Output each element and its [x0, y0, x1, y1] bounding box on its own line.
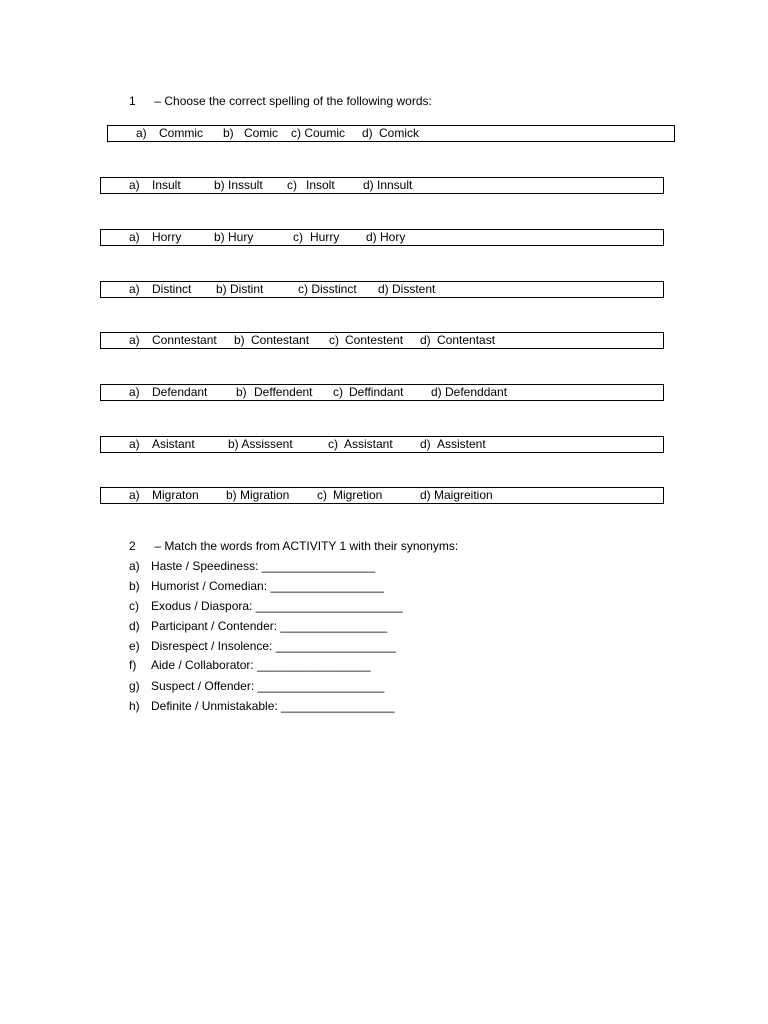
row4-a-word: Distinct — [152, 282, 192, 296]
row4-c-option: c) Disstinct — [298, 282, 357, 296]
match-letter: e) — [129, 639, 140, 653]
row6-b-letter: b) — [236, 385, 247, 399]
row8-b-option: b) Migration — [226, 488, 290, 502]
match-letter: b) — [129, 579, 140, 593]
match-text: Definite / Unmistakable: _________________ — [151, 699, 395, 713]
spelling-row-7 — [100, 436, 664, 453]
spelling-row-2 — [100, 177, 664, 194]
match-text: Participant / Contender: ________________ — [151, 619, 388, 633]
match-text: Exodus / Diaspora: ______________________ — [151, 599, 403, 613]
row7-c-letter: c) — [328, 437, 338, 451]
row5-a-word: Conntestant — [152, 333, 217, 347]
row6-a-letter: a) — [129, 385, 140, 399]
match-item-b — [129, 579, 384, 593]
activity1-heading — [129, 94, 432, 108]
activity2-number: 2 — [129, 539, 136, 553]
match-letter: h) — [129, 699, 140, 713]
row5-d-word: Contentast — [437, 333, 496, 347]
spelling-row-3 — [100, 229, 664, 246]
row5-a-letter: a) — [129, 333, 140, 347]
spelling-row-8 — [100, 487, 664, 504]
row4-d-option: d) Disstent — [378, 282, 436, 296]
match-text: Haste / Speediness: _________________ — [151, 559, 376, 573]
match-letter: g) — [129, 679, 140, 693]
match-text: Aide / Collaborator: _________________ — [151, 658, 371, 672]
row5-c-letter: c) — [329, 333, 339, 347]
row5-c-word: Contestent — [345, 333, 404, 347]
row6-c-word: Deffindant — [349, 385, 404, 399]
row1-d-letter: d) — [362, 126, 373, 140]
row7-d-word: Assistent — [437, 437, 486, 451]
row7-a-letter: a) — [129, 437, 140, 451]
spelling-row-6 — [100, 384, 664, 401]
row2-c-word: Insolt — [306, 178, 335, 192]
row5-d-letter: d) — [420, 333, 431, 347]
match-item-g — [129, 679, 384, 693]
match-item-e — [129, 639, 396, 653]
row1-c-option: c) Coumic — [291, 126, 346, 140]
activity2-heading — [129, 539, 458, 553]
row1-a-word: Commic — [159, 126, 203, 140]
row4-a-letter: a) — [129, 282, 140, 296]
row2-a-word: Insult — [152, 178, 181, 192]
row2-c-letter: c) — [287, 178, 297, 192]
match-item-f — [129, 658, 371, 672]
row3-b-option: b) Hury — [214, 230, 254, 244]
match-text: Suspect / Offender: ___________________ — [151, 679, 385, 693]
row6-c-letter: c) — [333, 385, 343, 399]
match-letter: d) — [129, 619, 140, 633]
row2-d-option: d) Innsult — [363, 178, 413, 192]
spelling-row-4 — [100, 281, 664, 298]
match-item-h — [129, 699, 395, 713]
row5-b-letter: b) — [234, 333, 245, 347]
match-letter: f) — [129, 658, 137, 672]
activity2-instruction: – Match the words from ACTIVITY 1 with their synonyms: — [154, 539, 459, 553]
row3-a-letter: a) — [129, 230, 140, 244]
row6-a-word: Defendant — [152, 385, 208, 399]
spelling-row-1 — [107, 125, 675, 142]
row7-a-word: Asistant — [152, 437, 195, 451]
match-text: Disrespect / Insolence: __________________ — [151, 639, 396, 653]
match-letter: c) — [129, 599, 139, 613]
row4-b-option: b) Distint — [216, 282, 264, 296]
row3-d-option: d) Hory — [366, 230, 406, 244]
spelling-row-5 — [100, 332, 664, 349]
row3-c-word: Hurry — [310, 230, 340, 244]
match-item-c — [129, 599, 403, 613]
activity1-instruction: – Choose the correct spelling of the following words: — [154, 94, 432, 108]
row7-d-letter: d) — [420, 437, 431, 451]
row8-d-option: d) Maigreition — [420, 488, 493, 502]
match-item-d — [129, 619, 387, 633]
row1-b-word: Comic — [244, 126, 279, 140]
row8-c-word: Migretion — [333, 488, 383, 502]
row6-d-option: d) Defenddant — [431, 385, 508, 399]
row2-a-letter: a) — [129, 178, 140, 192]
row1-a-letter: a) — [136, 126, 147, 140]
row3-a-word: Horry — [152, 230, 182, 244]
row8-a-word: Migraton — [152, 488, 199, 502]
row1-b-letter: b) — [223, 126, 234, 140]
row8-a-letter: a) — [129, 488, 140, 502]
row8-c-letter: c) — [317, 488, 327, 502]
row1-d-word: Comick — [379, 126, 420, 140]
row2-b-option: b) Inssult — [214, 178, 263, 192]
row6-b-word: Deffendent — [254, 385, 313, 399]
match-letter: a) — [129, 559, 140, 573]
match-text: Humorist / Comedian: _________________ — [151, 579, 384, 593]
row3-c-letter: c) — [293, 230, 303, 244]
row5-b-word: Contestant — [251, 333, 310, 347]
row7-c-word: Assistant — [344, 437, 393, 451]
match-item-a — [129, 559, 375, 573]
activity1-number: 1 — [129, 94, 136, 108]
row7-b-option: b) Assissent — [228, 437, 293, 451]
